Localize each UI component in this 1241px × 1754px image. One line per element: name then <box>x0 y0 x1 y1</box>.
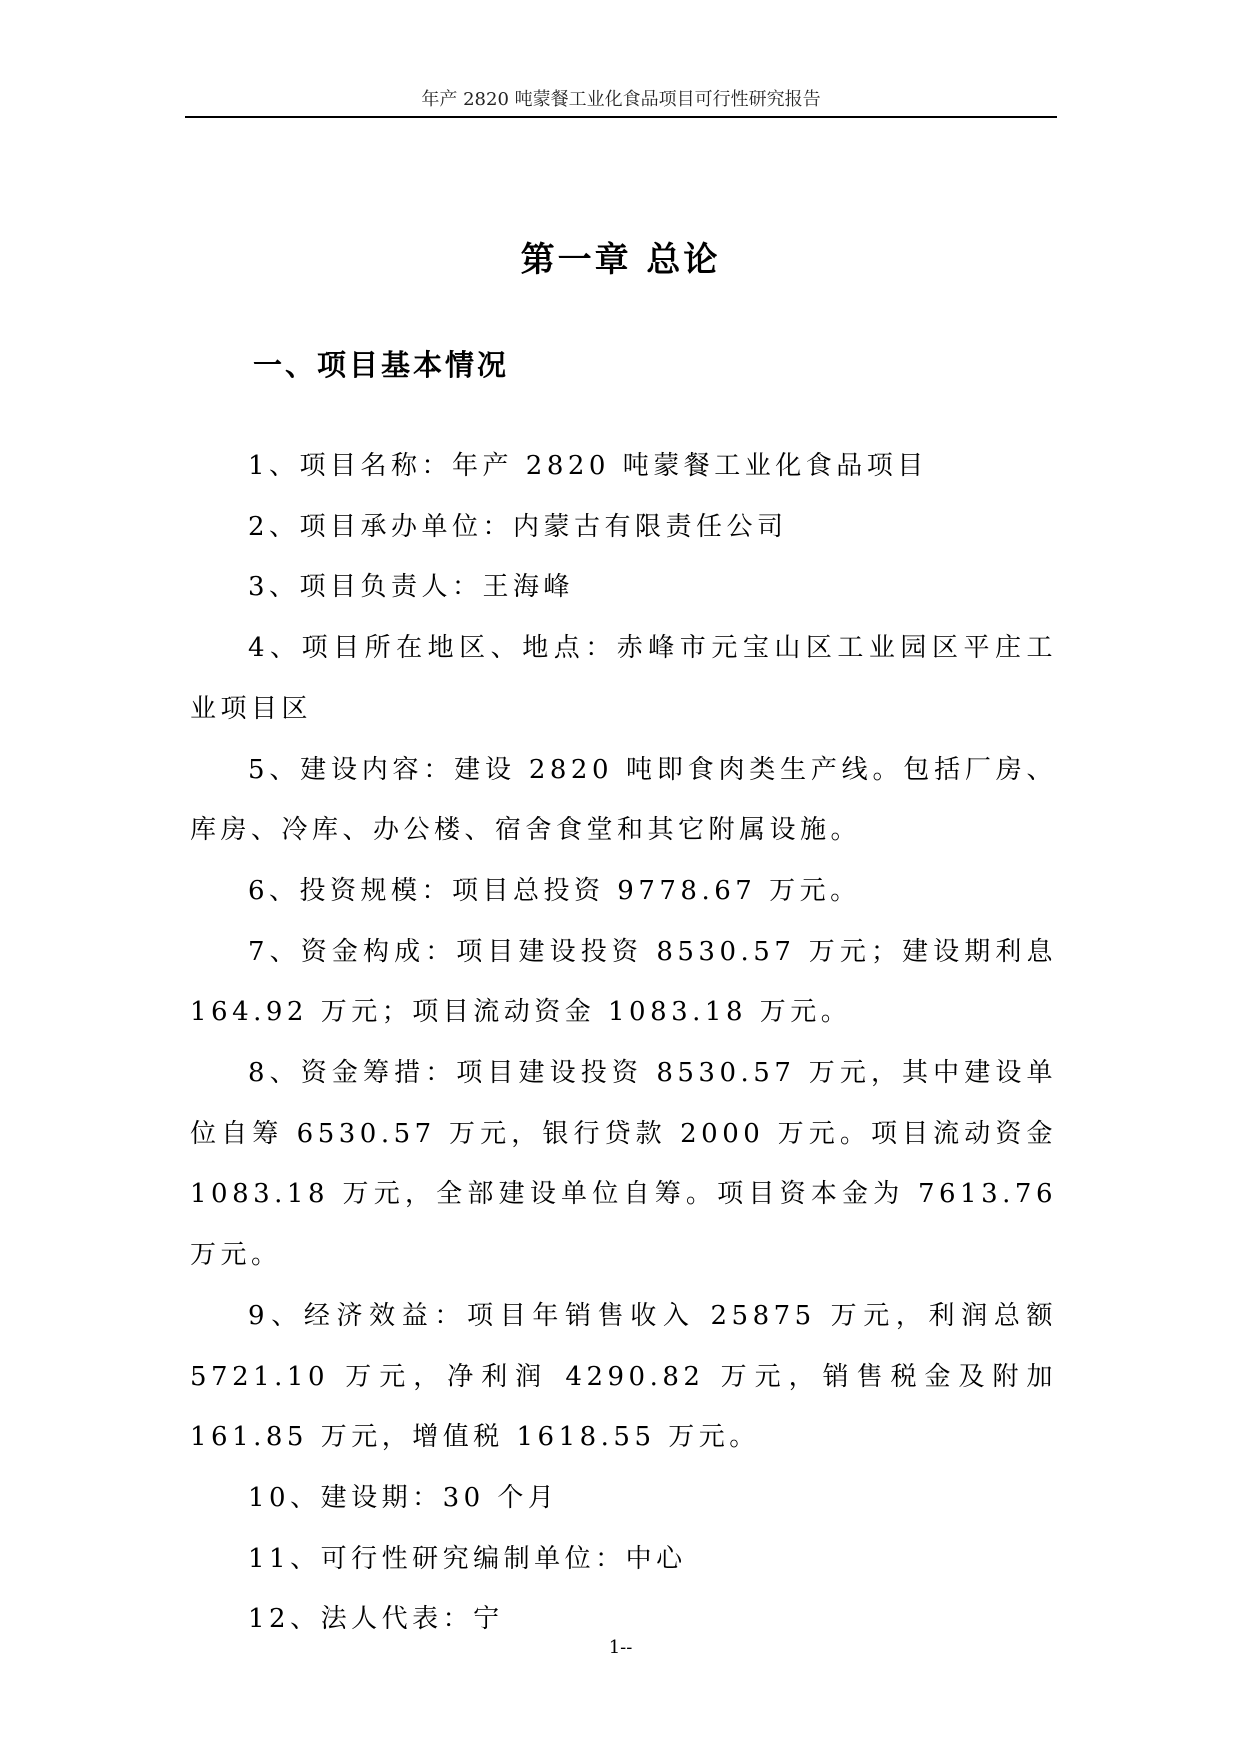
item-economic-benefit: 9、经济效益：项目年销售收入 25875 万元，利润总额 5721.10 万元，净利润 4290.82 万元，销售税金及附加 161.85 万元，增值税 1618.55 万元。 <box>190 1300 1057 1453</box>
item-construction-content: 5、建设内容：建设 2820 吨即食肉类生产线。包括厂房、库房、冷库、办公楼、宿舍食堂和其它附属设施。 <box>190 754 1057 846</box>
item-project-location: 4、项目所在地区、地点：赤峰市元宝山区工业园区平庄工业项目区 <box>190 633 1057 724</box>
body-text <box>190 436 1057 1650</box>
running-header-title: 年产 2820 吨蒙餐工业化食品项目可行性研究报告 <box>421 89 821 110</box>
page-number: 1-- <box>608 1637 633 1658</box>
item-sponsor-unit: 2、项目承办单位：内蒙古有限责任公司 <box>248 511 788 542</box>
running-header <box>185 86 1057 118</box>
item-investment-scale: 6、投资规模：项目总投资 9778.67 万元。 <box>248 875 861 906</box>
item-construction-period: 10、建设期：30 个月 <box>248 1482 559 1513</box>
section-title: 一、项目基本情况 <box>253 348 510 382</box>
item-project-name: 1、项目名称：年产 2820 吨蒙餐工业化食品项目 <box>248 451 928 481</box>
item-fund-composition: 7、资金构成：项目建设投资 8530.57 万元；建设期利息 164.92 万元；项目流动资金 1083.18 万元。 <box>190 936 1057 1028</box>
item-study-compiler: 11、可行性研究编制单位：中心 <box>248 1543 687 1574</box>
item-project-leader: 3、项目负责人：王海峰 <box>248 572 575 603</box>
item-legal-representative: 12、法人代表：宁 <box>248 1604 504 1635</box>
item-fund-raising: 8、资金筹措：项目建设投资 8530.57 万元，其中建设单位自筹 6530.57 万元，银行贷款 2000 万元。项目流动资金 1083.18 万元，全部建设单位自筹。项目资本金为 7613.76 万元。 <box>190 1058 1057 1271</box>
chapter-title: 第一章 总论 <box>520 240 721 280</box>
